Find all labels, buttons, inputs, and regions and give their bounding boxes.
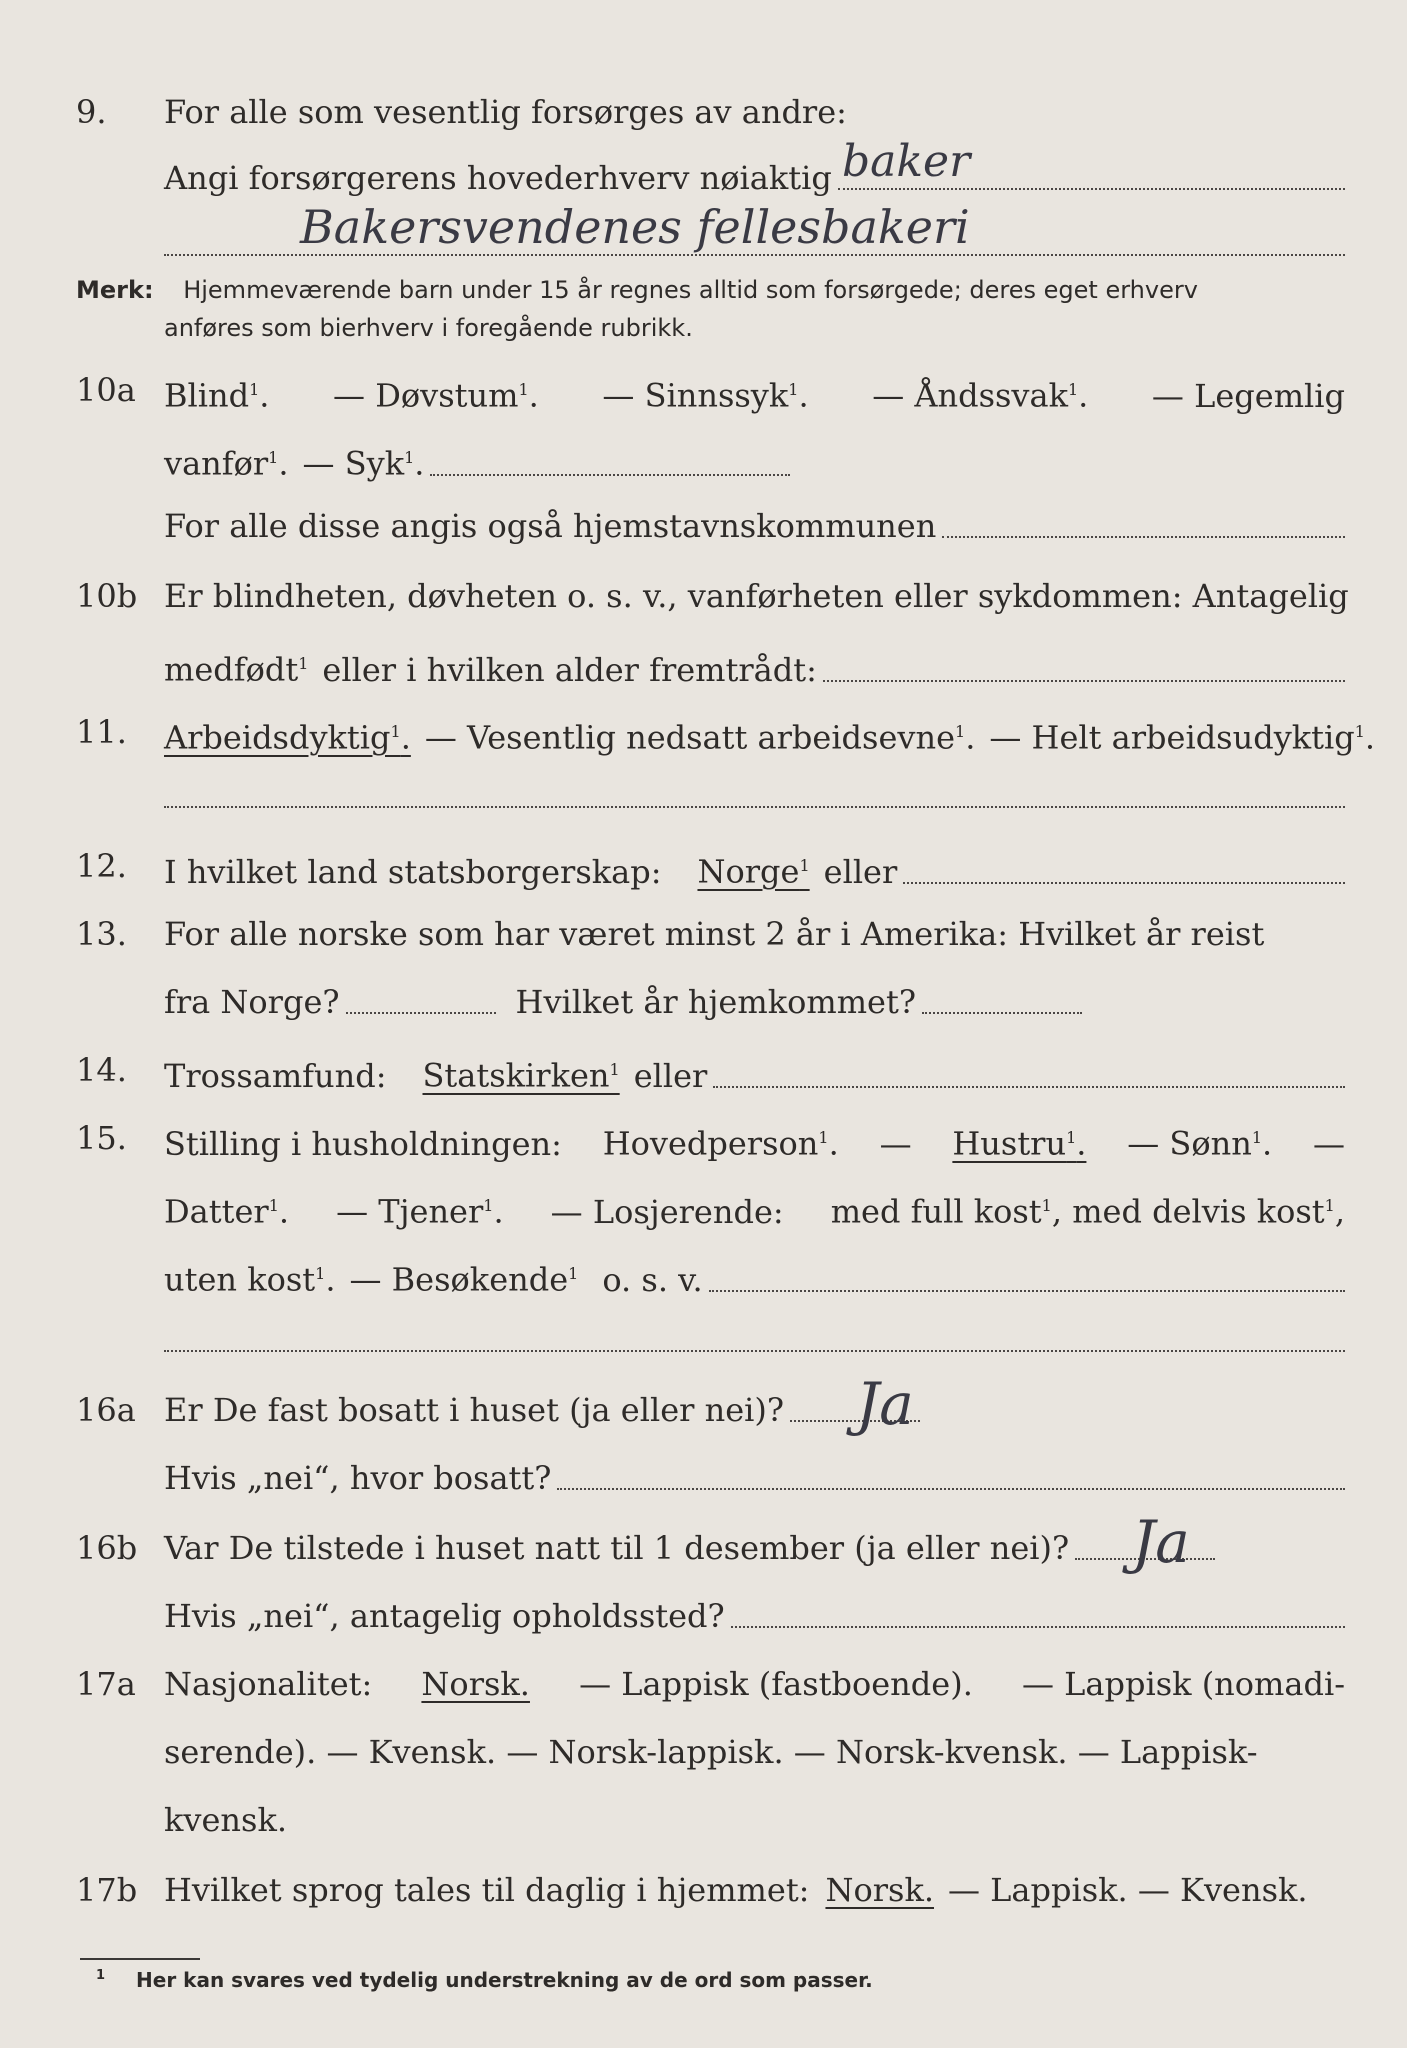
q15-sonn: — Sønn$^1$.	[1127, 1124, 1273, 1163]
q13-text-1: For alle norske som har været minst 2 år i Amerika: Hvilket år reist	[164, 915, 1265, 953]
q15-line-2	[164, 1186, 1345, 1232]
q17a-number: 17a	[76, 1665, 136, 1703]
q17a-line-1	[164, 1664, 1345, 1704]
q16a-text-1: Er De fast bosatt i huset (ja eller nei)?	[164, 1391, 785, 1429]
q12-line	[164, 846, 1345, 892]
q11-nedsatt: — Vesentlig nedsatt arbeidsevne$^1$.	[424, 718, 976, 757]
q15-uten-kost: uten kost$^1$.	[164, 1260, 336, 1299]
q17b-text: Hvilket sprog tales til daglig i hjemmet:	[164, 1871, 810, 1909]
footnote	[96, 1968, 873, 1992]
q14-number: 14.	[76, 1051, 127, 1089]
q9-answer-line-2[interactable]	[164, 254, 1345, 256]
q9-line-1	[164, 92, 1345, 132]
q9-handwritten-answer-a: baker	[842, 136, 971, 187]
q12-text: I hvilket land statsborgerskap:	[164, 852, 662, 891]
q16b-number: 16b	[76, 1529, 138, 1567]
q17a-lappisk-fast: — Lappisk (fastboende).	[579, 1665, 973, 1703]
q9-text-1: For alle som vesentlig forsørges av andre:	[164, 93, 847, 131]
q16a-line-2	[164, 1458, 1345, 1498]
q17a-line-3	[164, 1800, 1345, 1840]
q15-dash-1: —	[879, 1124, 912, 1163]
q10b-line-1	[164, 576, 1349, 616]
q10a-line-3	[164, 506, 1345, 546]
merk-text-1: Hjemmeværende barn under 15 år regnes alltid som forsørgede; deres eget erhverv	[183, 276, 1198, 304]
q16b-opholdssted-answer-line[interactable]	[731, 1626, 1345, 1628]
q16b-line-2	[164, 1596, 1345, 1636]
q14-eller: eller	[633, 1056, 708, 1095]
q15-hustru: Hustru$^1$.	[952, 1124, 1087, 1163]
q17a-lappisk-nomadi: — Lappisk (nomadi-	[1022, 1665, 1345, 1703]
footnote-marker: 1	[96, 1968, 106, 1984]
q10a-vanfor: vanfør$^1$.	[164, 444, 289, 483]
q17a-line-2	[164, 1732, 1345, 1772]
q15-besokende: — Besøkende$^1$	[349, 1260, 579, 1299]
q15-answer-line[interactable]	[709, 1290, 1345, 1292]
q15-dash-2: —	[1313, 1124, 1345, 1163]
merk-note-line-2: anføres som bierhverv i foregående rubrikk.	[164, 314, 693, 342]
q13-reist-answer-line[interactable]	[346, 1012, 496, 1014]
q14-answer-line[interactable]	[713, 1086, 1345, 1088]
q11-number: 11.	[76, 713, 127, 751]
q15-hovedperson: Hovedperson$^1$.	[602, 1124, 839, 1163]
q12-eller: eller	[823, 852, 898, 891]
q13-hjemkommet-text: Hvilket år hjemkommet?	[515, 983, 916, 1021]
q12-answer-line[interactable]	[903, 882, 1345, 884]
q15-osv: o. s. v.	[602, 1260, 703, 1299]
q16a-text-2: Hvis „nei“, hvor bosatt?	[164, 1459, 552, 1497]
q17b-number: 17b	[76, 1871, 138, 1909]
q13-number: 13.	[76, 915, 127, 953]
q13-line-2	[164, 982, 1345, 1022]
q13-reist-text: fra Norge?	[164, 983, 340, 1021]
q15-stilling-text: Stilling i husholdningen:	[164, 1124, 562, 1163]
q10a-line-2	[164, 438, 1345, 484]
q15-line-3	[164, 1254, 1345, 1300]
q10a-andssvak: — Åndssvak$^1$.	[872, 376, 1089, 415]
q10b-alder-text: eller i hvilken alder fremtrådt:	[322, 650, 817, 689]
q15-full-kost: med full kost$^1$, med delvis kost$^1$,	[830, 1192, 1345, 1231]
q15-number: 15.	[76, 1119, 127, 1157]
q9-text-2: Angi forsørgerens hovederhverv nøiaktig	[164, 159, 832, 197]
q16a-bosatt-answer-line[interactable]	[557, 1488, 1345, 1490]
q14-statskirken: Statskirken$^1$	[422, 1056, 620, 1095]
q15-line-1	[164, 1118, 1345, 1164]
q12-number: 12.	[76, 847, 127, 885]
q17a-nasjonalitet: Nasjonalitet:	[164, 1665, 373, 1703]
q10b-medfodt: medfødt$^1$	[164, 650, 309, 689]
q16a-number: 16a	[76, 1391, 136, 1429]
q11-udyktig: — Helt arbeidsudyktig$^1$.	[989, 718, 1376, 757]
q10a-line-1	[164, 370, 1345, 416]
q10a-legemlig: — Legemlig	[1151, 376, 1345, 415]
q12-norge: Norge$^1$	[697, 852, 810, 891]
q16a-line-1	[164, 1390, 1345, 1430]
footnote-rule	[80, 1958, 200, 1960]
q17b-line	[164, 1870, 1345, 1910]
q14-line	[164, 1050, 1345, 1096]
merk-label: Merk:	[76, 276, 154, 304]
q17b-norsk: Norsk.	[825, 1871, 934, 1909]
q10b-answer-line[interactable]	[823, 680, 1345, 682]
q10a-dovstum: — Døvstum$^1$.	[333, 376, 539, 415]
q10a-hjemstavn-text: For alle disse angis også hjemstavnskommunen	[164, 507, 937, 545]
q10a-number: 10a	[76, 371, 136, 409]
q15-answer-line-2[interactable]	[164, 1350, 1345, 1352]
q16b-text-2: Hvis „nei“, antagelig opholdssted?	[164, 1597, 725, 1635]
q13-hjemkommet-answer-line[interactable]	[922, 1012, 1082, 1014]
q17b-lappisk-kvensk: — Lappisk. — Kvensk.	[948, 1871, 1308, 1909]
q9-line-2	[164, 158, 1345, 198]
q9-handwritten-answer-b: Bakersvendenes fellesbakeri	[300, 200, 970, 254]
merk-note	[76, 272, 1345, 308]
q11-line-1	[164, 712, 1376, 758]
q17a-norsk: Norsk.	[421, 1665, 530, 1703]
q11-answer-line[interactable]	[164, 806, 1345, 808]
q11-arbeidsdyktig: Arbeidsdyktig$^1$.	[164, 718, 411, 757]
q17a-text-2: serende). — Kvensk. — Norsk-lappisk. — Norsk-kvensk. — Lappisk-	[164, 1733, 1258, 1771]
q16b-handwritten-answer: Ja	[1132, 1508, 1190, 1576]
q10a-hjemstavn-answer-line[interactable]	[942, 536, 1345, 538]
q10a-blind: Blind$^1$.	[164, 376, 270, 415]
q10a-syk-answer-line[interactable]	[430, 474, 790, 476]
q13-line-1	[164, 914, 1345, 954]
q15-losjerende: — Losjerende:	[550, 1192, 784, 1231]
q9-answer-line[interactable]	[838, 188, 1345, 190]
footnote-text: Her kan svares ved tydelig understrekning av de ord som passer.	[136, 1968, 873, 1992]
q14-text: Trossamfund:	[164, 1056, 387, 1095]
q15-datter: Datter$^1$.	[164, 1192, 290, 1231]
q10b-text-1: Er blindheten, døvheten o. s. v., vanførheten eller sykdommen: Antagelig	[164, 577, 1349, 615]
q17a-text-3: kvensk.	[164, 1801, 287, 1839]
q15-tjener: — Tjener$^1$.	[336, 1192, 504, 1231]
q10b-line-2	[164, 644, 1345, 690]
q10a-syk: — Syk$^1$.	[302, 444, 425, 483]
q16b-text-1: Var De tilstede i huset natt til 1 desember (ja eller nei)?	[164, 1529, 1070, 1567]
q10a-sinnssyk: — Sinnssyk$^1$.	[602, 376, 809, 415]
q10b-number: 10b	[76, 577, 138, 615]
q9-number: 9.	[76, 93, 107, 131]
q16a-handwritten-answer: Ja	[856, 1370, 914, 1438]
